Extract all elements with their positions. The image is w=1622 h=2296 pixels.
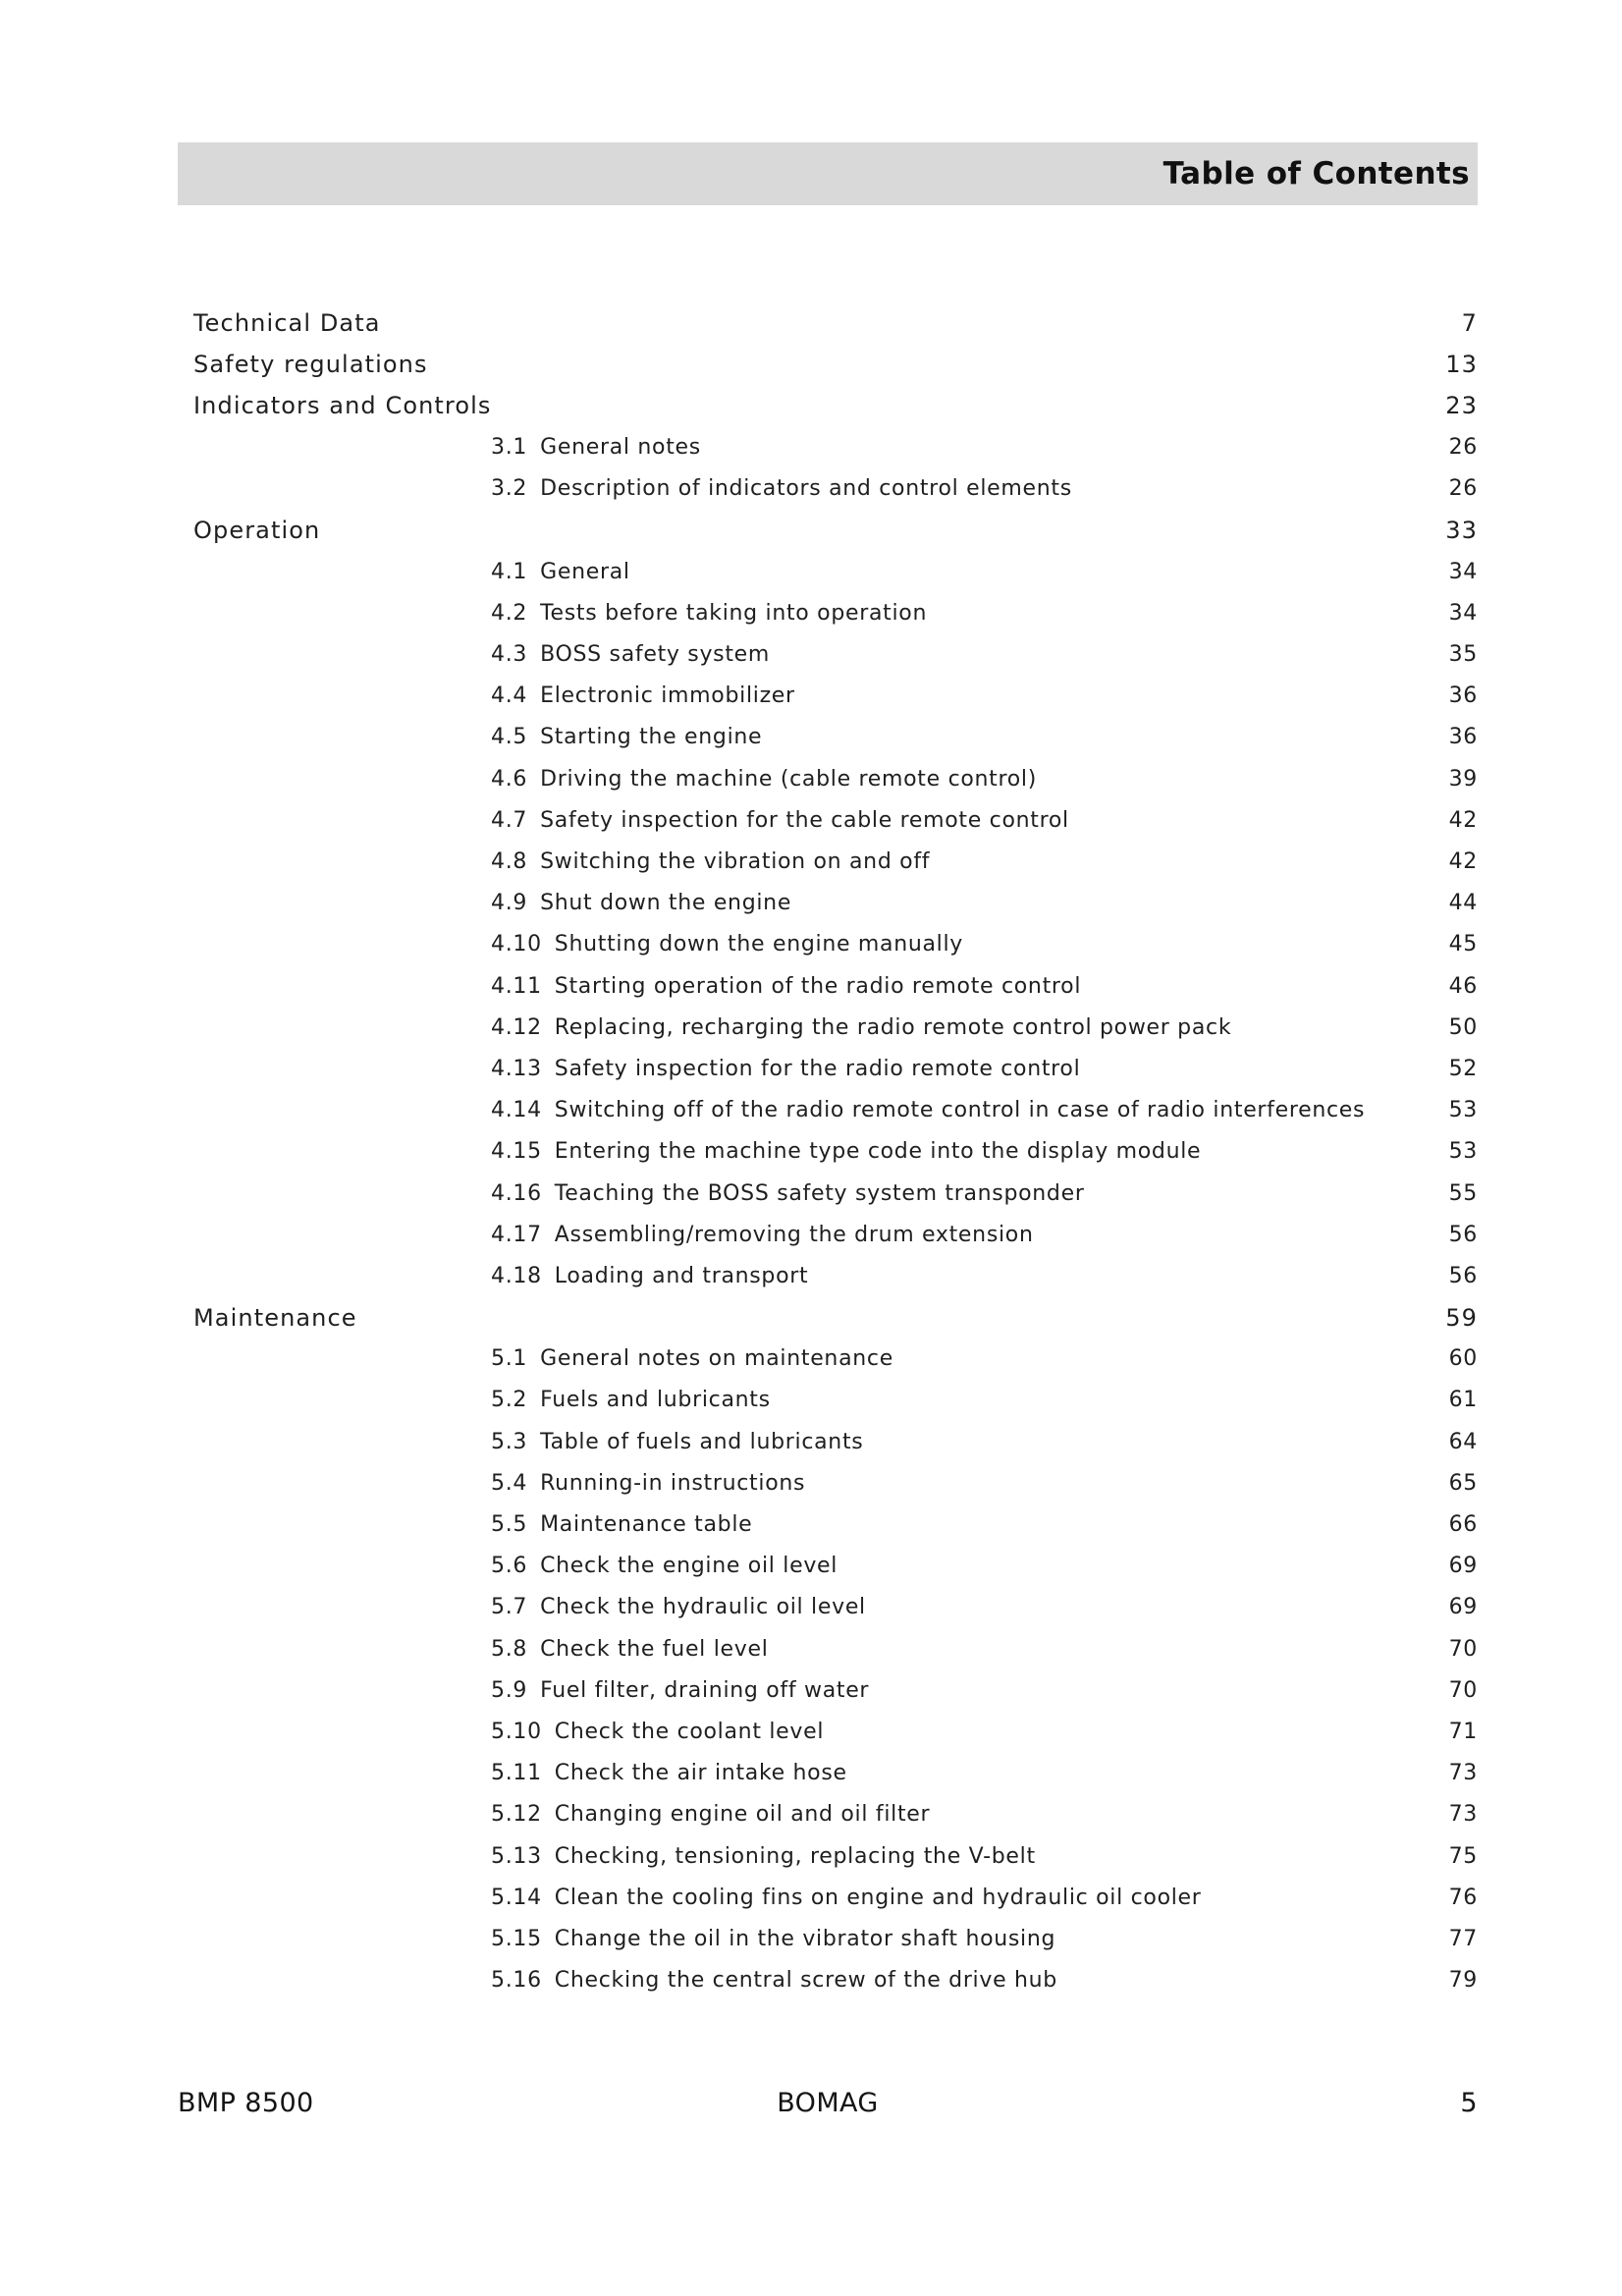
toc-entry-page: 46 <box>1448 973 1478 999</box>
toc-entry-page: 52 <box>1448 1056 1478 1081</box>
toc-entry-title: Starting operation of the radio remote control <box>554 973 1082 999</box>
toc-entry-title: Driving the machine (cable remote control) <box>540 766 1038 792</box>
toc-entry <box>193 1380 1478 1421</box>
toc-entry-page: 56 <box>1448 1222 1478 1247</box>
toc-entry <box>193 1503 1478 1545</box>
toc-entry-page: 64 <box>1448 1429 1478 1454</box>
toc-entry-title: Check the engine oil level <box>540 1554 838 1579</box>
toc-entry-title: Changing engine oil and oil filter <box>554 1802 931 1828</box>
toc-entry-title: General <box>540 559 630 584</box>
toc-entry <box>193 1546 1478 1587</box>
toc-entry <box>193 1131 1478 1173</box>
toc-entry <box>193 883 1478 924</box>
toc-entry-title: Replacing, recharging the radio remote control power pack <box>554 1014 1232 1040</box>
toc-entry-title: Clean the cooling fins on engine and hydraulic oil cooler <box>554 1885 1202 1910</box>
toc-entry-title: General notes on maintenance <box>540 1346 893 1372</box>
footer-page-number: 5 <box>1460 2088 1478 2118</box>
toc-entry-number: 4.12 <box>491 1014 542 1040</box>
toc-entry-title: Description of indicators and control elements <box>540 476 1072 502</box>
toc-entry-page: 53 <box>1448 1098 1478 1123</box>
toc-entry <box>193 1255 1478 1296</box>
toc-entry-number: 4.5 <box>491 725 528 750</box>
toc-entry-number: 5.1 <box>491 1346 528 1372</box>
toc-entry <box>193 468 1478 510</box>
toc-entry-page: 56 <box>1448 1263 1478 1288</box>
toc-entry <box>193 1877 1478 1918</box>
toc-entry <box>193 592 1478 633</box>
toc-entry-title: Safety regulations <box>193 351 428 379</box>
toc-entry-page: 59 <box>1445 1303 1478 1332</box>
toc-entry-page: 44 <box>1448 891 1478 916</box>
toc-entry-title: Change the oil in the vibrator shaft housing <box>554 1926 1056 1951</box>
toc-entry-number: 4.3 <box>491 642 528 668</box>
toc-entry-page: 61 <box>1448 1388 1478 1413</box>
toc-entry <box>193 758 1478 799</box>
toc-entry-number: 5.10 <box>491 1719 542 1744</box>
toc-entry-title: Checking the central screw of the drive hub <box>554 1968 1057 1994</box>
header-bar <box>178 142 1478 205</box>
toc-entry-title: Maintenance table <box>540 1512 753 1538</box>
toc-entry <box>193 1090 1478 1131</box>
toc-entry-number: 4.2 <box>491 600 528 626</box>
toc-entry-number: 4.16 <box>491 1180 542 1206</box>
toc-entry-page: 26 <box>1448 476 1478 502</box>
toc-entry <box>193 1048 1478 1089</box>
toc-entry-number: 5.8 <box>491 1636 528 1662</box>
toc-entry-number: 4.4 <box>491 683 528 709</box>
toc-entry <box>193 1214 1478 1255</box>
toc-entry-number: 4.18 <box>491 1263 542 1288</box>
toc-entry-page: 42 <box>1448 807 1478 833</box>
toc-entry-page: 69 <box>1448 1595 1478 1620</box>
toc-list <box>193 302 1478 2001</box>
toc-entry-number: 5.15 <box>491 1926 542 1951</box>
toc-entry-title: Starting the engine <box>540 725 763 750</box>
toc-entry-page: 66 <box>1448 1512 1478 1538</box>
toc-entry-title: Switching off of the radio remote control in case of radio interferences <box>554 1098 1366 1123</box>
toc-entry-number: 4.6 <box>491 766 528 792</box>
toc-entry-number: 4.15 <box>491 1139 542 1165</box>
toc-entry <box>193 634 1478 676</box>
toc-entry-title: Indicators and Controls <box>193 392 492 420</box>
toc-entry-title: Check the hydraulic oil level <box>540 1595 866 1620</box>
page-title: Table of Contents <box>1162 156 1470 191</box>
toc-entry <box>193 1173 1478 1214</box>
toc-entry <box>193 1794 1478 1835</box>
toc-entry-page: 13 <box>1445 351 1478 379</box>
toc-entry-number: 5.16 <box>491 1968 542 1994</box>
toc-entry-page: 77 <box>1448 1926 1478 1951</box>
footer <box>178 2088 1478 2118</box>
toc-entry-title: Fuel filter, draining off water <box>540 1677 870 1703</box>
toc-entry-title: Assembling/removing the drum extension <box>554 1222 1034 1247</box>
toc-entry-title: Maintenance <box>193 1303 357 1332</box>
toc-entry-page: 42 <box>1448 849 1478 875</box>
toc-entry-page: 39 <box>1448 766 1478 792</box>
toc-entry <box>193 1753 1478 1794</box>
toc-entry-page: 55 <box>1448 1180 1478 1206</box>
footer-brand-label: BOMAG <box>777 2088 879 2118</box>
toc-entry-page: 79 <box>1448 1968 1478 1994</box>
toc-entry <box>193 1339 1478 1380</box>
toc-entry-number: 4.1 <box>491 559 528 584</box>
toc-entry-title: Fuels and lubricants <box>540 1388 771 1413</box>
toc-entry-title: Shut down the engine <box>540 891 792 916</box>
toc-entry <box>193 1297 1478 1339</box>
toc-entry-page: 69 <box>1448 1554 1478 1579</box>
toc-entry-title: Safety inspection for the radio remote control <box>554 1056 1081 1081</box>
toc-entry-number: 4.14 <box>491 1098 542 1123</box>
toc-entry <box>193 965 1478 1007</box>
toc-entry <box>193 924 1478 965</box>
toc-entry-title: Checking, tensioning, replacing the V-belt <box>554 1843 1036 1869</box>
toc-entry-number: 4.9 <box>491 891 528 916</box>
toc-entry-number: 5.13 <box>491 1843 542 1869</box>
toc-entry <box>193 1918 1478 1959</box>
toc-entry-page: 34 <box>1448 559 1478 584</box>
toc-entry-number: 5.9 <box>491 1677 528 1703</box>
toc-entry-title: Switching the vibration on and off <box>540 849 931 875</box>
toc-entry-page: 71 <box>1448 1719 1478 1744</box>
toc-entry-number: 4.17 <box>491 1222 542 1247</box>
toc-entry-title: Technical Data <box>193 309 381 338</box>
toc-entry-number: 5.12 <box>491 1802 542 1828</box>
toc-entry-number: 3.2 <box>491 476 528 502</box>
toc-entry-page: 53 <box>1448 1139 1478 1165</box>
toc-entry <box>193 1007 1478 1048</box>
toc-entry-title: BOSS safety system <box>540 642 771 668</box>
toc-entry-title: Check the fuel level <box>540 1636 769 1662</box>
toc-entry <box>193 1462 1478 1503</box>
toc-entry-page: 34 <box>1448 600 1478 626</box>
toc-entry <box>193 385 1478 426</box>
toc-entry-page: 76 <box>1448 1885 1478 1910</box>
toc-entry-number: 3.1 <box>491 435 528 461</box>
toc-entry-title: Entering the machine type code into the display module <box>554 1139 1202 1165</box>
toc-entry-page: 7 <box>1461 309 1478 338</box>
footer-model-label: BMP 8500 <box>178 2088 314 2118</box>
toc-entry-title: General notes <box>540 435 701 461</box>
toc-entry-title: Loading and transport <box>554 1263 809 1288</box>
toc-entry-page: 26 <box>1448 435 1478 461</box>
toc-entry <box>193 717 1478 758</box>
toc-entry-page: 60 <box>1448 1346 1478 1372</box>
toc-entry-page: 45 <box>1448 932 1478 957</box>
toc-entry-number: 4.8 <box>491 849 528 875</box>
toc-entry-page: 75 <box>1448 1843 1478 1869</box>
toc-entry-title: Teaching the BOSS safety system transponder <box>554 1180 1085 1206</box>
toc-entry-page: 36 <box>1448 683 1478 709</box>
toc-entry-title: Tests before taking into operation <box>540 600 928 626</box>
toc-entry <box>193 302 1478 344</box>
toc-entry-page: 23 <box>1445 392 1478 420</box>
toc-entry <box>193 1628 1478 1669</box>
toc-entry <box>193 1835 1478 1877</box>
toc-entry-title: Table of fuels and lubricants <box>540 1429 864 1454</box>
toc-entry <box>193 1587 1478 1628</box>
toc-entry-page: 33 <box>1445 517 1478 545</box>
toc-entry <box>193 1960 1478 2001</box>
toc-entry <box>193 841 1478 882</box>
toc-entry-page: 70 <box>1448 1677 1478 1703</box>
toc-entry-page: 35 <box>1448 642 1478 668</box>
toc-entry-title: Operation <box>193 517 321 545</box>
toc-entry <box>193 344 1478 385</box>
toc-entry-title: Check the coolant level <box>554 1719 825 1744</box>
toc-entry-number: 4.10 <box>491 932 542 957</box>
toc-entry-number: 5.11 <box>491 1761 542 1786</box>
toc-entry-number: 5.6 <box>491 1554 528 1579</box>
toc-entry-page: 50 <box>1448 1014 1478 1040</box>
toc-entry-number: 5.7 <box>491 1595 528 1620</box>
toc-entry-page: 70 <box>1448 1636 1478 1662</box>
toc-entry-title: Electronic immobilizer <box>540 683 795 709</box>
toc-entry-page: 36 <box>1448 725 1478 750</box>
toc-entry <box>193 1669 1478 1711</box>
toc-entry-title: Safety inspection for the cable remote control <box>540 807 1069 833</box>
toc-entry <box>193 510 1478 551</box>
toc-entry <box>193 799 1478 841</box>
toc-entry-title: Shutting down the engine manually <box>554 932 964 957</box>
toc-entry-page: 73 <box>1448 1761 1478 1786</box>
toc-entry-number: 4.13 <box>491 1056 542 1081</box>
toc-entry-number: 4.7 <box>491 807 528 833</box>
toc-entry-title: Check the air intake hose <box>554 1761 847 1786</box>
toc-entry-page: 65 <box>1448 1470 1478 1496</box>
toc-entry-page: 73 <box>1448 1802 1478 1828</box>
toc-entry-number: 4.11 <box>491 973 542 999</box>
toc-entry-title: Running-in instructions <box>540 1470 806 1496</box>
toc-entry-number: 5.3 <box>491 1429 528 1454</box>
toc-entry-number: 5.14 <box>491 1885 542 1910</box>
toc-entry <box>193 1421 1478 1462</box>
toc-entry-number: 5.5 <box>491 1512 528 1538</box>
toc-entry <box>193 551 1478 592</box>
toc-entry-number: 5.2 <box>491 1388 528 1413</box>
toc-entry <box>193 1711 1478 1752</box>
toc-entry-number: 5.4 <box>491 1470 528 1496</box>
toc-entry <box>193 676 1478 717</box>
toc-entry <box>193 427 1478 468</box>
